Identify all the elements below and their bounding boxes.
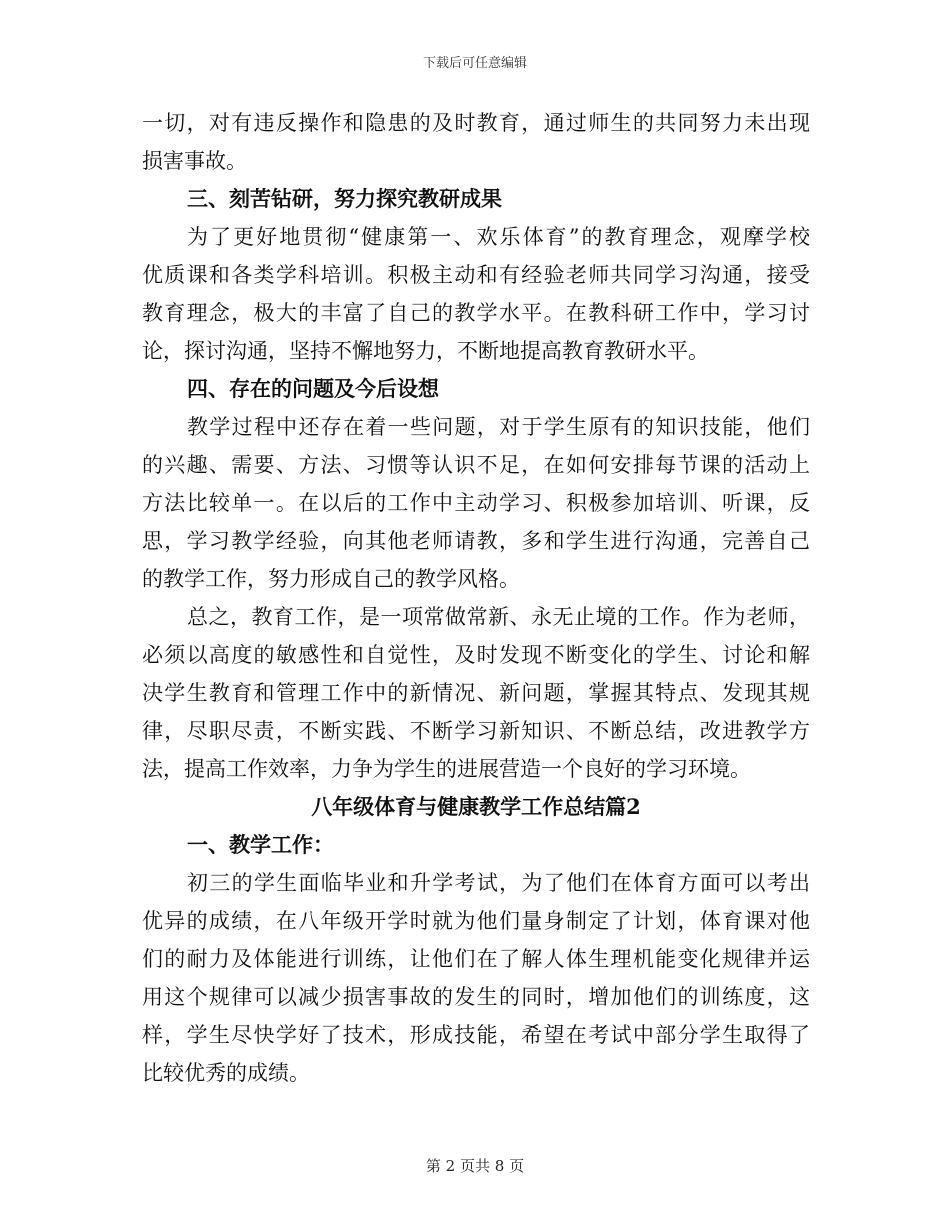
paragraph-line: 为了更好地贯彻“健康第一、欢乐体育”的教育理念，观摩学校: [187, 225, 810, 249]
paragraph-line: 优质课和各类学科培训。积极主动和有经验老师共同学习沟通，接受: [142, 263, 810, 287]
paragraph-line: 的教学工作，努力形成自己的教学风格。: [142, 567, 520, 591]
paragraph-line: 总之，教育工作，是一项常做常新、永无止境的工作。作为老师，: [187, 605, 810, 629]
section-heading: 三、刻苦钻研，努力探究教研成果: [187, 186, 502, 211]
paragraph-line: 一切，对有违反操作和隐患的及时教育，通过师生的共同努力未出现: [142, 111, 810, 135]
paragraph-line: 优异的成绩，在八年级开学时就为他们量身制定了计划，体育课对他: [142, 909, 810, 933]
paragraph-line: 们的耐力及体能进行训练，让他们在了解人体生理机能变化规律并运: [142, 947, 810, 971]
section-title: 八年级体育与健康教学工作总结篇2: [311, 794, 641, 819]
page-header: 下载后可任意编辑: [422, 56, 527, 71]
paragraph-line: 教学过程中还存在着一些问题，对于学生原有的知识技能，他们: [187, 415, 810, 439]
paragraph-line: 样，学生尽快学好了技术，形成技能，希望在考试中部分学生取得了: [142, 1023, 810, 1047]
page-footer: 第 2 页共 8 页: [425, 1157, 525, 1175]
paragraph-line: 比较优秀的成绩。: [142, 1061, 310, 1085]
section-heading: 四、存在的问题及今后设想: [187, 376, 439, 401]
paragraph-line: 损害事故。: [142, 149, 247, 173]
paragraph-line: 方法比较单一。在以后的工作中主动学习、积极参加培训、听课，反: [142, 491, 810, 515]
paragraph-line: 用这个规律可以减少损害事故的发生的同时，增加他们的训练度，这: [142, 985, 810, 1009]
paragraph-line: 初三的学生面临毕业和升学考试，为了他们在体育方面可以考出: [187, 871, 810, 895]
paragraph-line: 必须以高度的敏感性和自觉性，及时发现不断变化的学生、讨论和解: [142, 643, 810, 667]
paragraph-line: 思，学习教学经验，向其他老师请教，多和学生进行沟通，完善自己: [142, 529, 810, 553]
paragraph-line: 论，探讨沟通，坚持不懈地努力，不断地提高教育教研水平。: [142, 339, 709, 363]
paragraph-line: 的兴趣、需要、方法、习惯等认识不足，在如何安排每节课的活动上: [142, 453, 810, 477]
paragraph-line: 律，尽职尽责，不断实践、不断学习新知识、不断总结，改进教学方: [142, 719, 810, 743]
paragraph-line: 教育理念，极大的丰富了自己的教学水平。在教科研工作中，学习讨: [142, 301, 810, 325]
section-heading: 一、教学工作：: [187, 832, 334, 857]
document-body: [142, 104, 810, 1092]
paragraph-line: 决学生教育和管理工作中的新情况、新问题，掌握其特点、发现其规: [142, 681, 810, 705]
paragraph-line: 法，提高工作效率，力争为学生的进展营造一个良好的学习环境。: [142, 757, 751, 781]
